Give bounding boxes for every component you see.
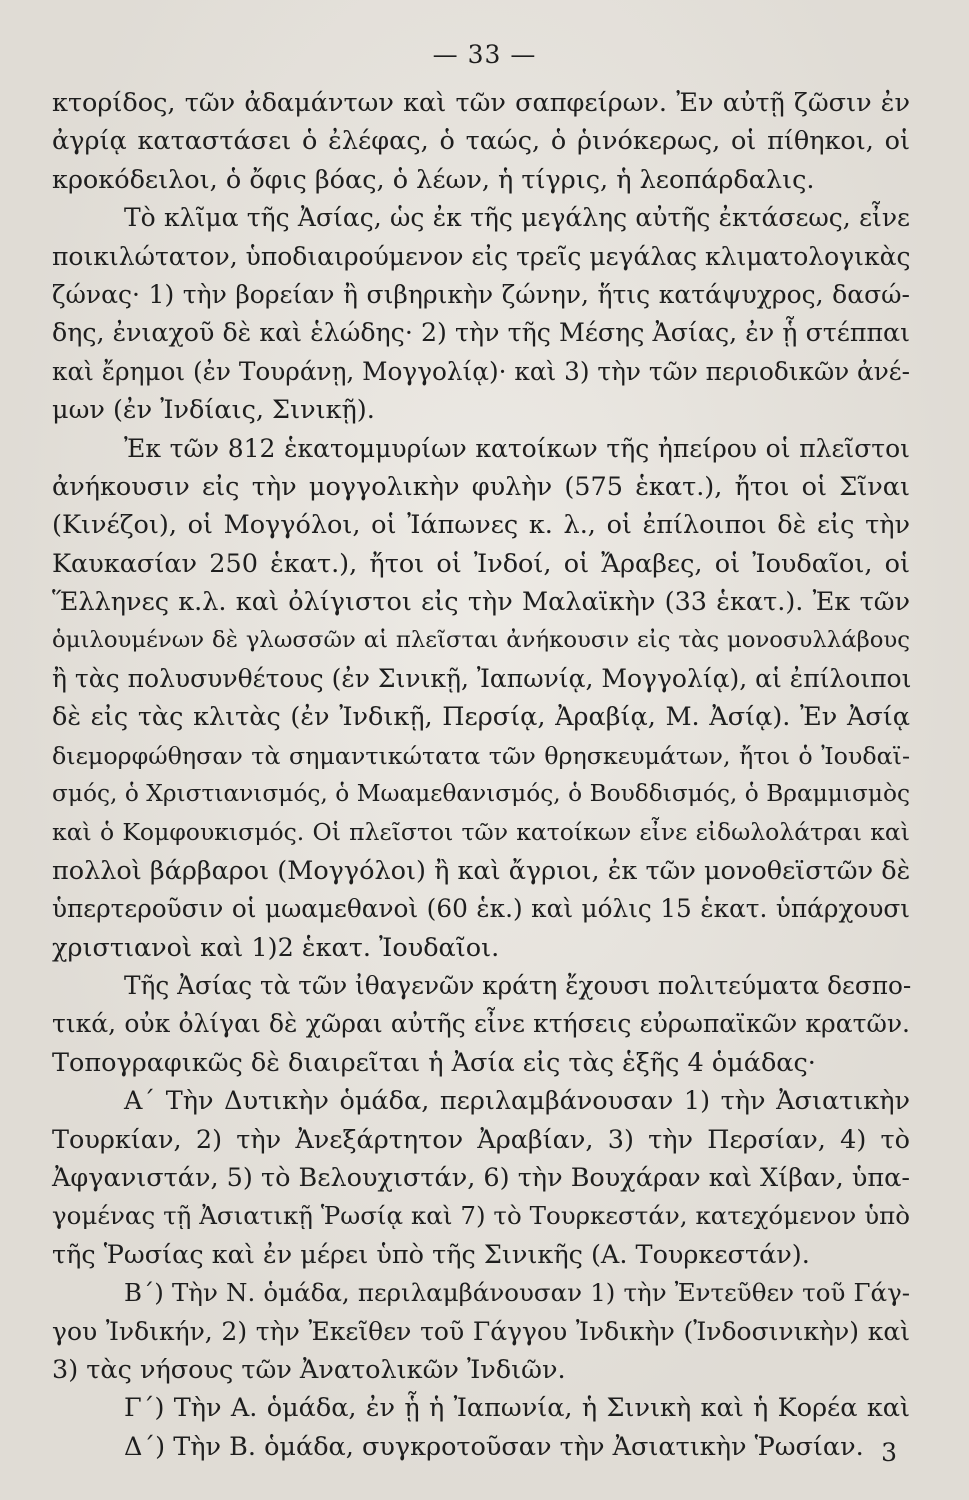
text-line: τικά, οὐκ ὀλίγαι δὲ χῶραι αὐτῆς εἶνε κτήσεις εὐρωπαϊκῶν κρατῶν. bbox=[52, 1009, 910, 1039]
signature-mark: 3 bbox=[881, 1438, 897, 1467]
text-line: ἢ τὰς πολυσυνθέτους (ἐν Σινικῇ, Ἰαπωνίᾳ, Μογγολίᾳ), αἱ ἐπίλοιποι bbox=[52, 663, 912, 693]
body-text bbox=[52, 84, 910, 1466]
text-line: Τοπογραφικῶς δὲ διαιρεῖται ἡ Ἀσία εἰς τὰς ἑξῆς 4 ὁμάδας· bbox=[52, 1047, 816, 1078]
text-line: Τὸ κλῖμα τῆς Ἀσίας, ὡς ἐκ τῆς μεγάλης αὐτῆς ἐκτάσεως, εἶνε bbox=[124, 203, 910, 233]
text-line: κροκόδειλοι, ὁ ὄφις βόας, ὁ λέων, ἡ τίγρις, ἡ λεοπάρδαλις. bbox=[52, 164, 815, 195]
text-line: Καυκασίαν 250 ἑκατ.), ἤτοι οἱ Ἰνδοί, οἱ Ἄραβες, οἱ Ἰουδαῖοι, οἱ bbox=[52, 548, 910, 579]
text-line: Α΄ Τὴν Δυτικὴν ὁμάδα, περιλαμβάνουσαν 1) τὴν Ἀσιατικὴν bbox=[124, 1086, 910, 1117]
text-line: μων (ἐν Ἰνδίαις, Σινικῇ). bbox=[52, 395, 375, 426]
text-line: ἀγρίᾳ καταστάσει ὁ ἐλέφας, ὁ ταώς, ὁ ῥινόκερως, οἱ πίθηκοι, οἱ bbox=[52, 126, 910, 157]
text-line: Ἐκ τῶν 812 ἑκατομμυρίων κατοίκων τῆς ἠπείρου οἱ πλεῖστοι bbox=[124, 433, 910, 463]
text-line: ἀνήκουσιν εἰς τὴν μογγολικὴν φυλὴν (575 ἑκατ.), ἤτοι οἱ Σῖναι bbox=[52, 471, 910, 502]
text-line: Τουρκίαν, 2) τὴν Ἀνεξάρτητον Ἀραβίαν, 3) τὴν Περσίαν, 4) τὸ bbox=[52, 1124, 910, 1155]
text-line: δὲ εἰς τὰς κλιτὰς (ἐν Ἰνδικῇ, Περσίᾳ, Ἀραβίᾳ, Μ. Ἀσίᾳ). Ἐν Ἀσίᾳ bbox=[52, 702, 910, 733]
text-line: Ἕλληνες κ.λ. καὶ ὀλίγιστοι εἰς τὴν Μαλαϊκὴν (33 ἑκατ.). Ἐκ τῶν bbox=[52, 587, 910, 618]
text-line: καὶ ἔρημοι (ἐν Τουράνῃ, Μογγολίᾳ)· καὶ 3) τὴν τῶν περιοδικῶν ἀνέ- bbox=[52, 356, 910, 386]
text-line: Τῆς Ἀσίας τὰ τῶν ἰθαγενῶν κράτη ἔχουσι πολιτεύματα δεσπο- bbox=[124, 970, 912, 1000]
text-line: Γ΄) Τὴν Α. ὁμάδα, ἐν ᾗ ἡ Ἰαπωνία, ἡ Σινικὴ καὶ ἡ Κορέα καὶ bbox=[124, 1393, 910, 1424]
text-line: γου Ἰνδικήν, 2) τὴν Ἐκεῖθεν τοῦ Γάγγου Ἰνδικὴν (Ἰνδοσινικὴν) καὶ bbox=[52, 1316, 910, 1346]
text-line: διεμορφώθησαν τὰ σημαντικώτατα τῶν θρησκευμάτων, ἤτοι ὁ Ἰουδαϊ- bbox=[52, 741, 910, 770]
text-line: (Κινέζοι), οἱ Μογγόλοι, οἱ Ἰάπωνες κ. λ., οἱ ἐπίλοιποι δὲ εἰς τὴν bbox=[52, 510, 910, 541]
text-line: Β΄) Τὴν Ν. ὁμάδα, περιλαμβάνουσαν 1) τὴν Ἐντεῦθεν τοῦ Γάγ- bbox=[124, 1278, 910, 1308]
page-number: — 33 — bbox=[432, 40, 537, 69]
text-line: τῆς Ῥωσίας καὶ ἐν μέρει ὑπὸ τῆς Σινικῆς (Α. Τουρκεστάν). bbox=[52, 1239, 810, 1270]
text-line: κτορίδος, τῶν ἀδαμάντων καὶ τῶν σαπφείρων. Ἐν αὐτῇ ζῶσιν ἐν bbox=[52, 88, 910, 118]
text-line: 3) τὰς νήσους τῶν Ἀνατολικῶν Ἰνδιῶν. bbox=[52, 1354, 566, 1385]
text-line: ὑπερτεροῦσιν οἱ μωαμεθανοὶ (60 ἑκ.) καὶ μόλις 15 ἑκατ. ὑπάρχουσι bbox=[52, 894, 910, 924]
text-line: καὶ ὁ Κομφουκισμός. Οἱ πλεῖστοι τῶν κατοίκων εἶνε εἰδωλολάτραι καὶ bbox=[52, 818, 910, 847]
text-line: γομένας τῇ Ἀσιατικῇ Ῥωσίᾳ καὶ 7) τὸ Τουρκεστάν, κατεχόμενον ὑπὸ bbox=[52, 1201, 910, 1231]
text-line: ποικιλώτατον, ὑποδιαιρούμενον εἰς τρεῖς μεγάλας κλιματολογικὰς bbox=[52, 241, 911, 271]
text-line: χριστιανοὶ καὶ 1)2 ἑκατ. Ἰουδαῖοι. bbox=[52, 932, 500, 963]
text-line: δης, ἐνιαχοῦ δὲ καὶ ἑλώδης· 2) τὴν τῆς Μέσης Ἀσίας, ἐν ᾗ στέππαι bbox=[52, 318, 910, 348]
text-line: σμός, ὁ Χριστιανισμός, ὁ Μωαμεθανισμός, ὁ Βουδδισμός, ὁ Βραμμισμὸς bbox=[52, 780, 910, 808]
text-line: Ἀφγανιστάν, 5) τὸ Βελουχιστάν, 6) τὴν Βουχάραν καὶ Χίβαν, ὑπα- bbox=[52, 1162, 910, 1193]
text-line: πολλοὶ βάρβαροι (Μογγόλοι) ἢ καὶ ἄγριοι, ἐκ τῶν μονοθεϊστῶν δὲ bbox=[52, 855, 911, 886]
text-line: Δ΄) Τὴν Β. ὁμάδα, συγκροτοῦσαν τὴν Ἀσιατικὴν Ῥωσίαν. bbox=[124, 1431, 864, 1462]
text-line: ζώνας· 1) τὴν βορείαν ἢ σιβηρικὴν ζώνην, ἥτις κατάψυχρος, δασώ- bbox=[52, 279, 910, 309]
text-line: ὁμιλουμένων δὲ γλωσσῶν αἱ πλεῖσται ἀνήκουσιν εἰς τὰς μονοσυλλάβους bbox=[52, 627, 910, 654]
